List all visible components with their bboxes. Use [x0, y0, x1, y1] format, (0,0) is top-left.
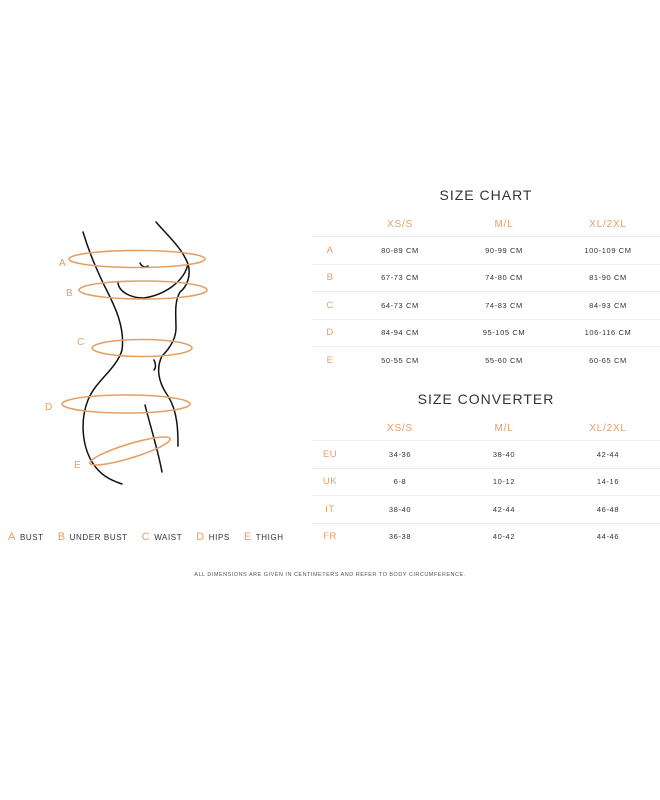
table-cell: 60-65 CM	[589, 355, 627, 365]
legend-letter: B	[57, 531, 66, 543]
legend-label: WAIST	[154, 533, 183, 542]
table-cell: 100-109 CM	[584, 245, 632, 255]
table-cell: 106-116 CM	[584, 328, 632, 338]
body-outline-illustration	[0, 200, 310, 530]
legend-item-waist	[142, 531, 183, 543]
row-label: UK	[322, 476, 338, 488]
table-row	[312, 468, 660, 496]
body-figure	[0, 200, 310, 530]
legend-item-bust	[8, 531, 44, 543]
column-header: XS/S	[387, 422, 413, 434]
table-cell: 84-93 CM	[589, 300, 627, 310]
table-row	[312, 264, 660, 292]
row-label: EU	[322, 448, 338, 460]
table-cell: 6-8	[393, 477, 407, 487]
table-cell: 10-12	[492, 477, 516, 487]
legend-label: HIPS	[208, 533, 230, 542]
legend-label: BUST	[19, 533, 44, 542]
table-cell: 95-105 CM	[482, 328, 526, 338]
table-cell: 46-48	[596, 504, 620, 514]
table-cell: 14-16	[596, 477, 620, 487]
size-chart-table	[312, 212, 660, 374]
column-header: XL/2XL	[589, 218, 627, 230]
figure-label-a: A	[59, 258, 67, 269]
table-cell: 40-42	[492, 532, 516, 542]
table-cell: 42-44	[492, 504, 516, 514]
table-cell: 74-83 CM	[485, 300, 523, 310]
table-cell: 84-94 CM	[381, 328, 419, 338]
figure-label-e: E	[74, 460, 82, 471]
legend-letter: A	[8, 531, 16, 543]
column-header: XS/S	[387, 218, 413, 230]
table-cell: 55-60 CM	[485, 355, 523, 365]
table-row	[312, 495, 660, 523]
legend-item-thigh	[244, 531, 284, 543]
size-chart-title: SIZE CHART	[439, 187, 533, 203]
table-cell: 42-44	[596, 449, 620, 459]
table-row	[312, 346, 660, 374]
table-cell: 74-80 CM	[485, 273, 523, 283]
table-header	[312, 416, 660, 440]
legend-item-hips	[196, 531, 230, 543]
table-cell: 67-73 CM	[381, 273, 419, 283]
row-label: IT	[325, 503, 335, 515]
legend-label: THIGH	[255, 533, 284, 542]
table-cell: 36-38	[388, 532, 412, 542]
table-row	[312, 440, 660, 468]
table-cell: 38-40	[492, 449, 516, 459]
measurement-legend	[8, 531, 284, 543]
row-label: B	[326, 272, 334, 284]
legend-item-under-bust	[58, 531, 128, 543]
row-label: A	[326, 244, 334, 256]
column-header: M/L	[494, 422, 514, 434]
legend-label: UNDER BUST	[69, 533, 128, 542]
size-converter-table	[312, 416, 660, 550]
table-cell: 64-73 CM	[381, 300, 419, 310]
table-cell: 80-89 CM	[381, 245, 419, 255]
figure-label-c: C	[77, 337, 85, 348]
table-cell: 90-99 CM	[485, 245, 523, 255]
table-row	[312, 319, 660, 347]
table-row	[312, 236, 660, 264]
figure-label-d: D	[45, 402, 53, 413]
row-label: C	[326, 299, 334, 311]
table-header	[312, 212, 660, 236]
row-label: FR	[323, 531, 337, 543]
column-header: M/L	[494, 218, 514, 230]
table-cell: 50-55 CM	[381, 355, 419, 365]
row-label: E	[326, 354, 334, 366]
legend-letter: D	[196, 531, 205, 543]
table-row	[312, 523, 660, 551]
legend-letter: E	[243, 531, 252, 543]
size-converter-title: SIZE CONVERTER	[417, 391, 555, 407]
table-cell: 38-40	[388, 504, 412, 514]
table-cell: 81-90 CM	[589, 273, 627, 283]
figure-label-b: B	[66, 288, 74, 299]
footnote: ALL DIMENSIONS ARE GIVEN IN CENTIMETERS AND REFER TO BODY CIRCUMFERENCE.	[194, 572, 466, 578]
table-cell: 44-46	[596, 532, 620, 542]
table-row	[312, 291, 660, 319]
column-header: XL/2XL	[589, 422, 627, 434]
table-cell: 34-36	[388, 449, 412, 459]
legend-letter: C	[141, 531, 151, 543]
row-label: D	[326, 327, 334, 339]
